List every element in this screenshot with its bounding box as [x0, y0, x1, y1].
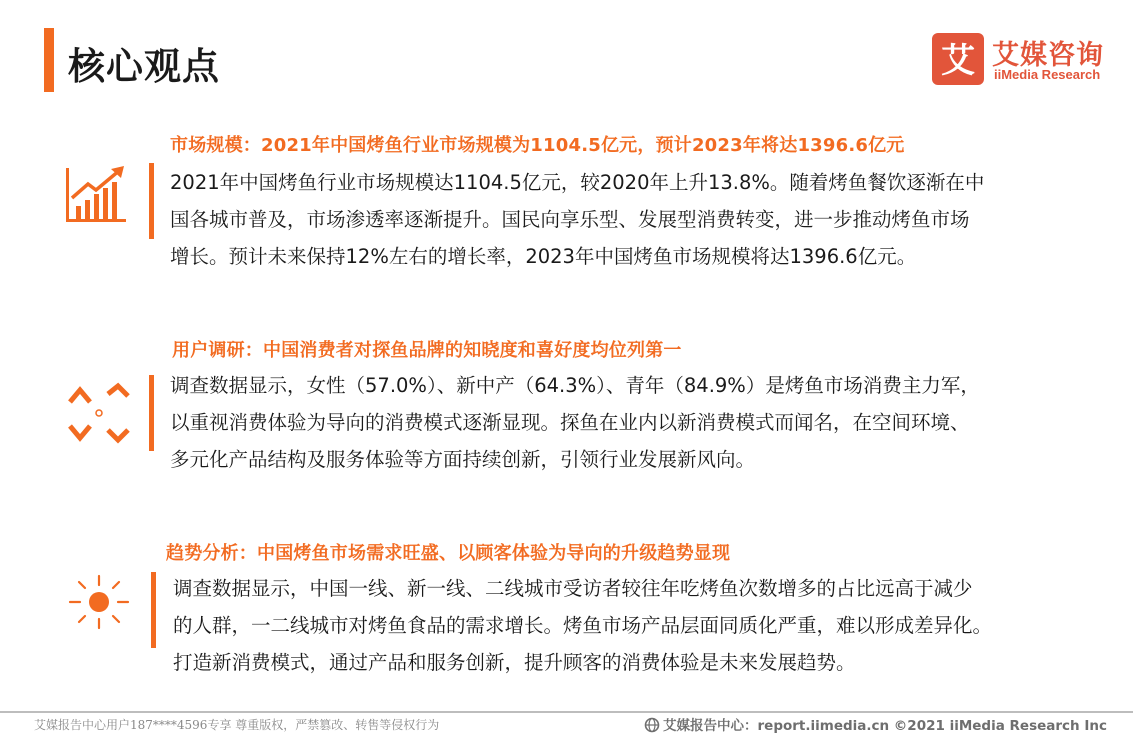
logo-mark-glyph: 艾	[941, 41, 975, 81]
section-accent-bar	[151, 572, 156, 648]
section-body	[170, 367, 1100, 478]
body-line: 调查数据显示，中国一线、新一线、二线城市受访者较往年吃烤鱼次数增多的占比远高于减少	[173, 577, 973, 600]
section-heading: 趋势分析：中国烤鱼市场需求旺盛、以顾客体验为导向的升级趋势显现	[166, 543, 731, 564]
body-line: 以重视消费体验为导向的消费模式逐渐显现。探鱼在业内以新消费模式而闻名，在空间环境、	[170, 411, 970, 434]
body-line: 的人群，一二线城市对烤鱼食品的需求增长。烤鱼市场产品层面同质化严重，难以形成差异化。	[173, 614, 993, 637]
logo-name-en: iiMedia Research	[994, 67, 1101, 82]
footer-copyright-notice: 艾媒报告中心用户187****4596专享 尊重版权，严禁篡改、转售等侵权行为	[34, 718, 440, 732]
section-heading: 用户调研：中国消费者对探鱼品牌的知晓度和喜好度均位列第一	[172, 340, 682, 361]
globe-icon	[644, 717, 660, 733]
logo-mark-icon	[932, 33, 984, 85]
footer-source	[644, 714, 1107, 734]
section-accent-bar	[149, 375, 154, 451]
body-line: 2021年中国烤鱼行业市场规模达1104.5亿元，较2020年上升13.8%。随着烤鱼餐饮逐渐在中	[170, 171, 985, 194]
sun-icon	[66, 572, 132, 638]
footer-divider	[0, 711, 1133, 713]
section-accent-bar	[149, 163, 154, 239]
body-line: 增长。预计未来保持12%左右的增长率，2023年中国烤鱼市场规模将达1396.6亿元。	[170, 245, 917, 268]
section-heading: 市场规模：2021年中国烤鱼行业市场规模为1104.5亿元，预计2023年将达1396.6亿元	[170, 135, 905, 156]
body-line: 打造新消费模式，通过产品和服务创新，提升顾客的消费体验是未来发展趋势。	[173, 651, 856, 674]
focus-arrows-icon	[66, 382, 132, 448]
growth-chart-icon	[64, 162, 130, 228]
footer-source-text: 艾媒报告中心：report.iimedia.cn ©2021 iiMedia Research Inc	[663, 718, 1107, 734]
body-line: 多元化产品结构及服务体验等方面持续创新，引领行业发展新风向。	[170, 448, 756, 471]
logo-name-cn: 艾媒咨询	[992, 40, 1104, 71]
body-line: 调查数据显示，女性（57.0%）、新中产（64.3%）、青年（84.9%）是烤鱼市场消费主力军，	[170, 374, 980, 397]
section-body	[170, 164, 1090, 275]
title-accent-bar	[44, 28, 54, 92]
page-title: 核心观点	[68, 45, 220, 88]
body-line: 国各城市普及，市场渗透率逐渐提升。国民向享乐型、发展型消费转变，进一步推动烤鱼市场	[170, 208, 970, 231]
brand-logo	[932, 33, 1112, 85]
section-body	[173, 570, 1093, 681]
